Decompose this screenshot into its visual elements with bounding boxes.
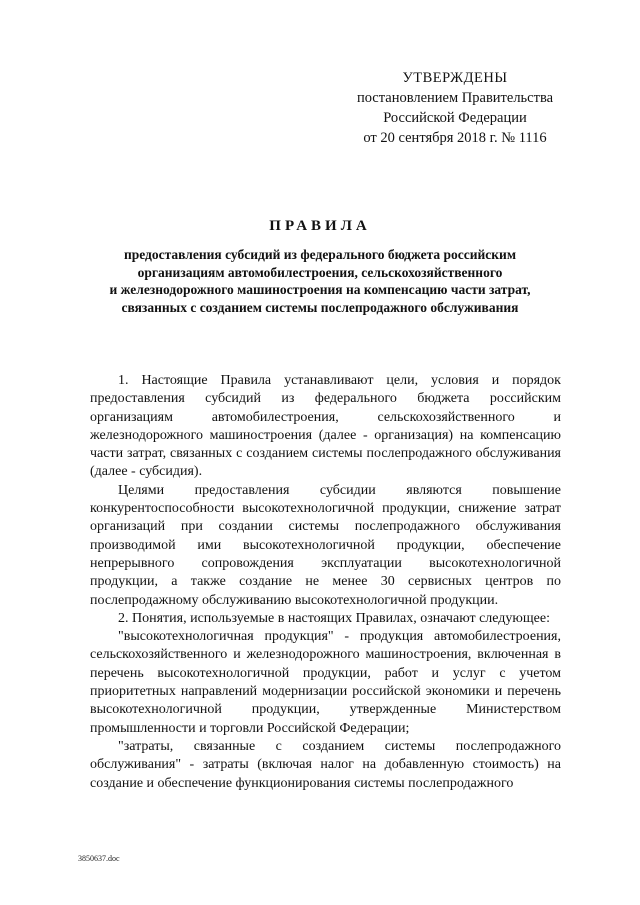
subtitle-line: предоставления субсидий из федерального бюджета российским: [123, 247, 517, 262]
subtitle-line: организациям автомобилестроения, сельскохозяйственного: [137, 264, 503, 280]
approval-line: Российской Федерации: [383, 110, 527, 126]
document-body: [90, 372, 561, 793]
file-name-footer: 3850637.doc: [78, 854, 120, 863]
paragraph: Целями предоставления субсидии являются повышение конкурентоспособности высокотехнологичной продукции, снижение затрат организаций при создании системы послепродажного обслуживания производимой ими высокотехнологичной продукции, обеспечение непрерывного сопровождения эксплуатации высокотехнологичной продукции, а также создание не менее 30 сервисных центров по послепродажному обслуживанию высокотехнологичной продукции.: [90, 482, 561, 608]
approval-heading: УТВЕРЖДЕНЫ: [402, 70, 508, 86]
document-subtitle: [80, 246, 560, 316]
approval-date-number: от 20 сентября 2018 г. № 1116: [363, 130, 547, 146]
paragraph: 2. Понятия, используемые в настоящих Правилах, означают следующее:: [118, 610, 550, 626]
paragraph: 1. Настоящие Правила устанавливают цели, условия и порядок предоставления субсидий из федерального бюджета российским организациям автомобилестроения, сельскохозяйственного и железнодорожного машиностроения (далее - организация) на компенсацию части затрат, связанных с созданием системы послепродажного обслуживания (далее - субсидия).: [90, 373, 561, 480]
subtitle-line: и железнодорожного машиностроения на компенсацию части затрат,: [109, 282, 531, 297]
subtitle-line: связанных с созданием системы послепродажного обслуживания: [121, 299, 519, 315]
paragraph: "высокотехнологичная продукция" - продукция автомобилестроения, сельскохозяйственного и железнодорожного машиностроения, включенная в перечень высокотехнологичной продукции, работ и услуг с учетом приоритетных направлений модернизации российской экономики и перечень высокотехнологичной продукции, утвержденные Министерством промышленности и торговли Российской Федерации;: [90, 629, 561, 736]
approval-block: [340, 68, 570, 148]
paragraph: "затраты, связанные с созданием системы послепродажного обслуживания" - затраты (включая налог на добавленную стоимость) на создание и обеспечение функционирования системы послепродажного: [90, 738, 561, 791]
document-title: ПРАВИЛА: [269, 218, 371, 234]
approval-line: постановлением Правительства: [356, 90, 554, 106]
